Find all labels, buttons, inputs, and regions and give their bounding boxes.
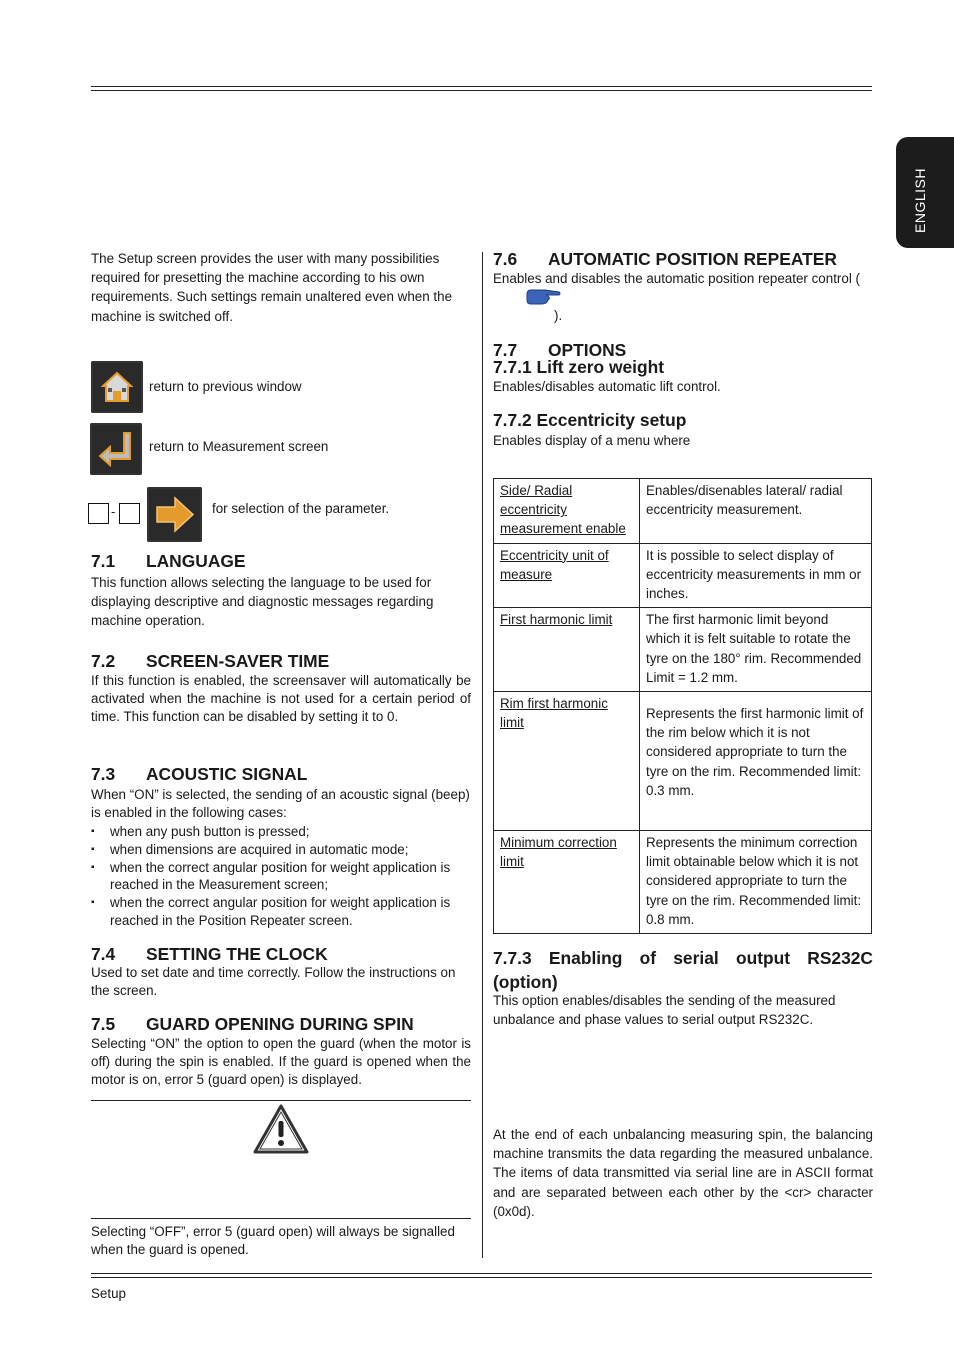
- home-button-icon: [91, 361, 143, 413]
- section-7-7-3-heading: 7.7.3 Enabling of serial output RS232C (option): [493, 948, 873, 992]
- table-row: [494, 543, 872, 608]
- section-7-6-heading: 7.6 AUTOMATIC POSITION REPEATER: [493, 249, 837, 269]
- section-7-4-text: Used to set date and time correctly. Follow the instructions on the screen.: [91, 965, 456, 998]
- section-7-3-heading: 7.3 ACOUSTIC SIGNAL: [91, 764, 308, 784]
- section-7-3-text: When “ON” is selected, the sending of an acoustic signal (beep) is enabled in the following cases:: [91, 787, 470, 821]
- table-cell-name: Side/ Radial eccentricity measurement enable: [500, 483, 626, 537]
- table-cell-name: Eccentricity unit of measure: [500, 547, 609, 582]
- section-7-5-text: Selecting “ON” the option to open the guard (when the motor is off) during the spin is enabled. If the guard is opened when the motor is on, error 5 (guard open) is displayed.: [91, 1036, 471, 1087]
- footer-rule-bottom: [91, 1277, 872, 1278]
- footer-rule-top: [91, 1273, 872, 1274]
- key-dash: -: [111, 504, 116, 519]
- section-7-1-text: This function allows selecting the language to be used for displaying descriptive and diagnostic messages regarding machine operation.: [91, 575, 434, 629]
- section-7-7-1-heading: 7.7.1 Lift zero weight: [493, 357, 665, 377]
- table-row: [494, 608, 872, 692]
- eccentricity-options-table: [493, 478, 872, 934]
- back-icon-label: return to Measurement screen: [149, 439, 329, 454]
- return-arrow-icon: [90, 423, 142, 475]
- intro-paragraph: The Setup screen provides the user with many possibilities required for presetting the machine according to his own requirements. Such settings remain unaltered even when the machine is switched off.: [91, 251, 453, 324]
- acoustic-signal-list: [91, 823, 471, 930]
- serial-output-paragraph: At the end of each unbalancing measuring spin, the balancing machine transmits the data regarding the measured unbalance. The items of data transmitted via serial line are in ASCII format and are separated between each other by the <cr> character (0x0d).: [493, 1127, 873, 1219]
- section-7-7-heading: 7.7 OPTIONS: [493, 340, 627, 360]
- table-cell-name: First harmonic limit: [500, 612, 613, 628]
- key-box-right: [119, 503, 140, 524]
- footer-label: Setup: [91, 1286, 126, 1301]
- language-tab: [896, 137, 954, 248]
- section-7-7-1-text: Enables/disables automatic lift control.: [493, 379, 721, 394]
- header-rule-bottom: [91, 90, 872, 91]
- section-7-2-heading: 7.2 SCREEN-SAVER TIME: [91, 651, 330, 671]
- pointing-hand-icon: [525, 286, 561, 306]
- section-7-6-text-a: Enables and disables the automatic position repeater control (: [493, 271, 860, 286]
- table-cell-name: Minimum correction limit: [500, 835, 617, 870]
- table-row: [494, 831, 872, 934]
- right-arrow-icon: [147, 487, 202, 542]
- section-7-2-text: If this function is enabled, the screensaver will automatically be activated when the machine is not used for a certain period of time. This function can be disabled by setting it to 0.: [91, 673, 471, 724]
- table-row: [494, 692, 872, 831]
- language-tab-label: ENGLISH: [912, 168, 928, 233]
- home-icon-label: return to previous window: [149, 379, 302, 394]
- section-7-5-heading: 7.5 GUARD OPENING DURING SPIN: [91, 1014, 414, 1034]
- list-item: ▪ when any push button is pressed;: [91, 823, 471, 841]
- list-item: ▪ when the correct angular position for weight application is reached in the Measurement screen;: [91, 859, 471, 895]
- warning-rule-bottom: [91, 1218, 471, 1219]
- column-divider: [482, 252, 483, 1258]
- warning-text: Selecting “OFF”, error 5 (guard open) will always be signalled when the guard is opened.: [91, 1224, 455, 1257]
- select-icon-label: for selection of the parameter.: [212, 501, 390, 516]
- next-button-icon: [147, 487, 202, 542]
- list-item: ▪ when dimensions are acquired in automatic mode;: [91, 841, 471, 859]
- key-box-left: [88, 503, 109, 524]
- table-cell-name: Rim first harmonic limit: [500, 696, 608, 731]
- warning-rule-top: [91, 1100, 471, 1101]
- header-rule-top: [91, 86, 872, 87]
- table-cell-desc: The first harmonic limit beyond which it is felt suitable to rotate the tyre on the 180° rim. Recommended Limit = 1.2 mm.: [640, 608, 872, 692]
- table-cell-desc: Represents the first harmonic limit of the rim below which it is not considered appropriate to turn the tyre on the rim. Recommended limit: 0.3 mm.: [640, 692, 872, 831]
- section-7-7-2-heading: 7.7.2 Eccentricity setup: [493, 410, 687, 430]
- table-cell-desc: It is possible to select display of eccentricity measurements in mm or inches.: [640, 543, 872, 608]
- section-7-6-text-b: ).: [554, 308, 563, 323]
- warning-triangle-icon: [253, 1104, 309, 1154]
- back-button-icon: [90, 423, 142, 475]
- table-cell-desc: Enables/disenables lateral/ radial eccentricity measurement.: [640, 479, 872, 544]
- list-item: ▪ when the correct angular position for weight application is reached in the Position Repeater screen.: [91, 894, 471, 930]
- section-7-1-heading: 7.1 LANGUAGE: [91, 551, 246, 571]
- section-7-4-heading: 7.4 SETTING THE CLOCK: [91, 944, 328, 964]
- section-7-7-2-text: Enables display of a menu where: [493, 433, 691, 448]
- section-7-7-3-text: This option enables/disables the sending of the measured unbalance and phase values to serial output RS232C.: [493, 993, 836, 1028]
- table-cell-desc: Represents the minimum correction limit obtainable below which it is not considered appropriate to turn the tyre on the rim. Recommended limit: 0.8 mm.: [640, 831, 872, 934]
- home-icon: [91, 361, 143, 413]
- table-row: [494, 479, 872, 544]
